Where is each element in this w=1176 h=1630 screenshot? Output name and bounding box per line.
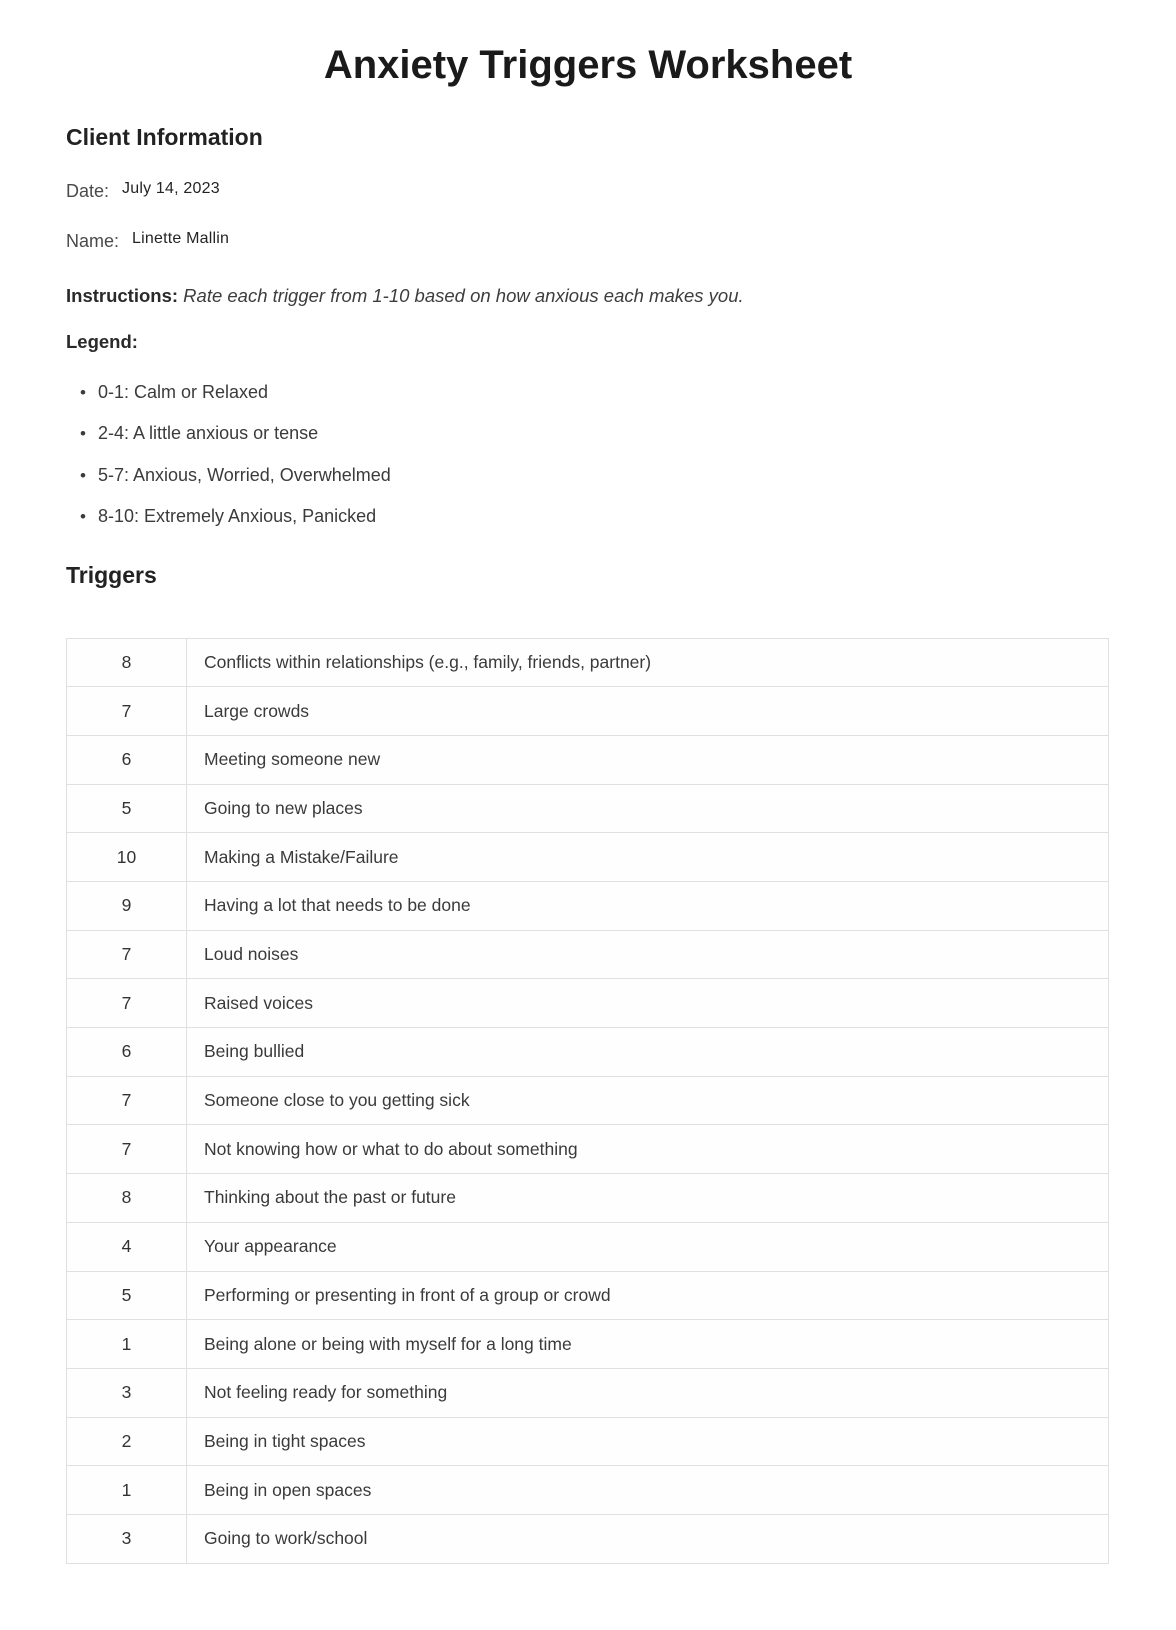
table-row [67,1320,1109,1369]
instructions-text: Rate each trigger from 1-10 based on how anxious each makes you. [183,284,744,306]
trigger-rating-cell[interactable]: 3 [67,1514,187,1563]
trigger-rating-cell[interactable]: 2 [67,1417,187,1466]
legend-label: Legend: [66,330,138,352]
trigger-rating-cell[interactable]: 7 [67,1076,187,1125]
trigger-rating-cell[interactable]: 10 [67,833,187,882]
name-field-label: Name: [66,230,120,251]
date-field-row [66,181,1110,202]
table-row [67,1514,1109,1563]
table-row [67,1076,1109,1125]
trigger-rating-cell[interactable]: 5 [67,1271,187,1320]
table-row [67,930,1109,979]
trigger-label-cell: Being bullied [187,1028,1109,1077]
trigger-label-cell: Going to new places [187,784,1109,833]
table-row [67,735,1109,784]
page-title: Anxiety Triggers Worksheet [323,43,853,87]
table-row [67,979,1109,1028]
trigger-label-cell: Performing or presenting in front of a group or crowd [187,1271,1109,1320]
trigger-label-cell: Large crowds [187,687,1109,736]
trigger-label-cell: Having a lot that needs to be done [187,882,1109,931]
table-row [67,1125,1109,1174]
table-row [67,784,1109,833]
date-field-label: Date: [66,180,110,201]
table-row [67,1028,1109,1077]
bullet-icon: • [80,507,86,527]
trigger-rating-cell[interactable]: 3 [67,1368,187,1417]
trigger-label-cell: Being alone or being with myself for a long time [187,1320,1109,1369]
legend-item-text: 0-1: Calm or Relaxed [98,381,269,402]
table-row [67,1271,1109,1320]
trigger-rating-cell[interactable]: 7 [67,1125,187,1174]
trigger-rating-cell[interactable]: 1 [67,1466,187,1515]
trigger-rating-cell[interactable]: 4 [67,1222,187,1271]
table-row [67,882,1109,931]
trigger-label-cell: Making a Mistake/Failure [187,833,1109,882]
trigger-label-cell: Being in open spaces [187,1466,1109,1515]
triggers-heading: Triggers [66,561,157,588]
bullet-icon: • [80,465,86,485]
bullet-icon: • [80,424,86,444]
trigger-rating-cell[interactable]: 5 [67,784,187,833]
trigger-label-cell: Not knowing how or what to do about something [187,1125,1109,1174]
legend-item [66,382,1110,404]
trigger-label-cell: Being in tight spaces [187,1417,1109,1466]
trigger-label-cell: Loud noises [187,930,1109,979]
trigger-label-cell: Not feeling ready for something [187,1368,1109,1417]
trigger-label-cell: Going to work/school [187,1514,1109,1563]
triggers-table [66,638,1109,1564]
trigger-rating-cell[interactable]: 8 [67,1174,187,1223]
table-row [67,1417,1109,1466]
instructions-row [66,285,1110,307]
instructions-label: Instructions: [66,284,179,306]
legend-item [66,506,1110,528]
table-row [67,638,1109,687]
table-row [67,833,1109,882]
table-row [67,1368,1109,1417]
legend-list [66,382,1110,528]
name-field-value[interactable]: Linette Mallin [132,229,230,247]
date-field-value[interactable]: July 14, 2023 [122,179,220,197]
name-field-row [66,231,1110,252]
trigger-label-cell: Someone close to you getting sick [187,1076,1109,1125]
trigger-label-cell: Conflicts within relationships (e.g., family, friends, partner) [187,638,1109,687]
legend-item-text: 5-7: Anxious, Worried, Overwhelmed [98,464,391,485]
trigger-rating-cell[interactable]: 8 [67,638,187,687]
client-information-heading: Client Information [66,124,263,150]
trigger-label-cell: Meeting someone new [187,735,1109,784]
trigger-rating-cell[interactable]: 7 [67,930,187,979]
trigger-rating-cell[interactable]: 1 [67,1320,187,1369]
trigger-label-cell: Thinking about the past or future [187,1174,1109,1223]
trigger-rating-cell[interactable]: 7 [67,979,187,1028]
table-row [67,1174,1109,1223]
legend-item [66,465,1110,487]
trigger-rating-cell[interactable]: 9 [67,882,187,931]
bullet-icon: • [80,382,86,402]
trigger-label-cell: Your appearance [187,1222,1109,1271]
table-row [67,1222,1109,1271]
trigger-rating-cell[interactable]: 6 [67,1028,187,1077]
table-row [67,687,1109,736]
trigger-rating-cell[interactable]: 7 [67,687,187,736]
table-row [67,1466,1109,1515]
legend-item-text: 8-10: Extremely Anxious, Panicked [98,506,377,527]
trigger-rating-cell[interactable]: 6 [67,735,187,784]
legend-item-text: 2-4: A little anxious or tense [98,423,319,444]
trigger-label-cell: Raised voices [187,979,1109,1028]
legend-item [66,423,1110,445]
